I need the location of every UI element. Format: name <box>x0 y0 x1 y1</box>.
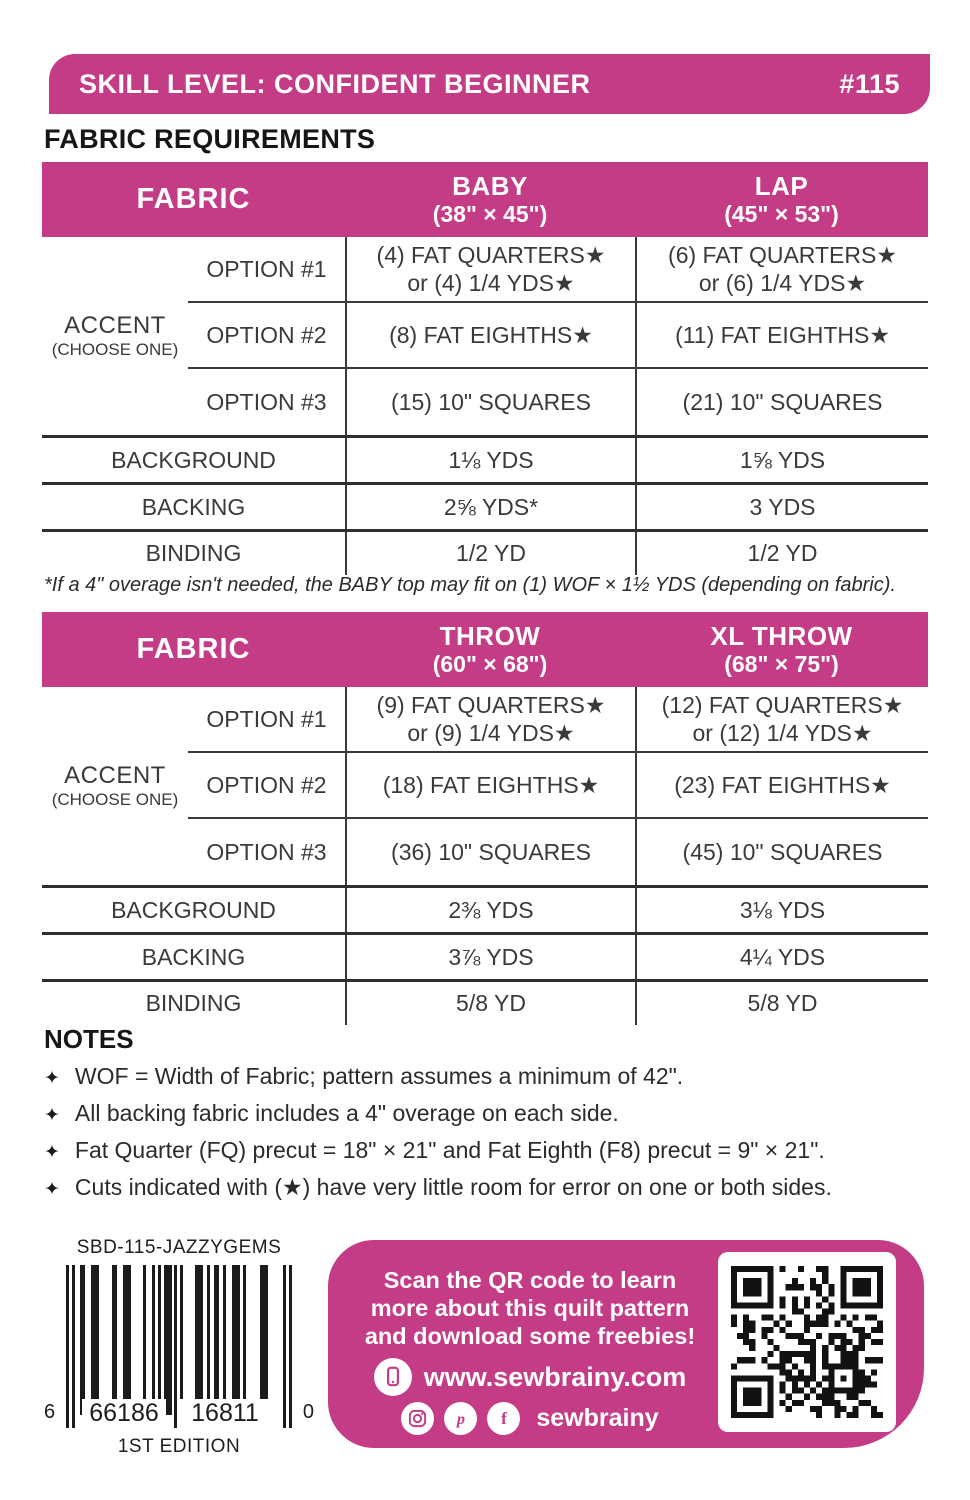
star-bullet-icon: ✦ <box>44 1179 60 1200</box>
option-1-throw-value: (9) FAT QUARTERS★ or (9) 1/4 YDS★ <box>345 687 635 753</box>
website-row <box>344 1358 716 1396</box>
note-item: ✦ WOF = Width of Fabric; pattern assumes a minimum of 42". <box>44 1063 928 1092</box>
option-1-xlthrow-value: (12) FAT QUARTERS★ or (12) 1/4 YDS★ <box>635 687 928 753</box>
option-3-xlthrow-value: (45) 10" SQUARES <box>635 819 928 885</box>
accent-label-cell: ACCENT (CHOOSE ONE) <box>51 762 179 809</box>
barcode-digit-group1: 66186 <box>82 1399 166 1428</box>
fabric-requirements-title: FABRIC REQUIREMENTS <box>44 124 376 154</box>
option-3-lap-value: (21) 10" SQUARES <box>635 369 928 435</box>
note-item: ✦ Fat Quarter (FQ) precut = 18" × 21" and Fat Eighth (F8) precut = 9" × 21". <box>44 1137 928 1166</box>
option-1-label: OPTION #1 <box>188 687 345 753</box>
table-header <box>42 162 928 237</box>
facebook-icon <box>487 1402 520 1435</box>
phone-icon <box>374 1358 412 1396</box>
fabric-table-baby-lap <box>42 162 928 575</box>
background-row: BACKGROUND 2⅜ YDS 3⅛ YDS <box>42 888 928 935</box>
promo-text: Scan the QR code to learn more about this quilt pattern and download some freebies! <box>364 1267 696 1349</box>
option-3-label: OPTION #3 <box>206 838 327 865</box>
notes-title: NOTES <box>44 1024 134 1054</box>
edition-label: 1ST EDITION <box>117 1436 241 1457</box>
barcode-digit-trail: 0 <box>302 1401 314 1423</box>
barcode-digit-group2: 16811 <box>180 1399 270 1428</box>
baby-backing-footnote: *If a 4" overage isn't needed, the BABY top may fit on (1) WOF × 1½ YDS (depending on fabric). <box>44 574 896 596</box>
barcode-digit-lead: 6 <box>44 1401 56 1423</box>
column-header-fabric: FABRIC <box>136 183 251 215</box>
svg-text:p: p <box>457 1409 466 1428</box>
star-bullet-icon: ✦ <box>44 1142 60 1163</box>
option-1-lap-value: (6) FAT QUARTERS★ or (6) 1/4 YDS★ <box>635 237 928 303</box>
option-2-label: OPTION #2 <box>188 303 345 369</box>
star-bullet-icon: ✦ <box>44 1105 60 1126</box>
table-header <box>42 612 928 687</box>
binding-row: BINDING 5/8 YD 5/8 YD <box>42 982 928 1025</box>
background-row: BACKGROUND 1⅛ YDS 1⅝ YDS <box>42 438 928 485</box>
skill-level-text: SKILL LEVEL: CONFIDENT BEGINNER <box>79 68 591 99</box>
option-3-throw-value: (36) 10" SQUARES <box>345 819 635 885</box>
instagram-icon <box>401 1402 434 1435</box>
option-2-label: OPTION #2 <box>188 753 345 819</box>
accent-label-cell: ACCENT (CHOOSE ONE) <box>51 312 179 359</box>
qr-code <box>731 1266 883 1418</box>
option-3-baby-value: (15) 10" SQUARES <box>345 369 635 435</box>
column-header-baby: BABY (38" × 45") <box>432 171 548 227</box>
option-2-xlthrow-value: (23) FAT EIGHTHS★ <box>635 753 928 819</box>
skill-level-bar <box>49 54 930 114</box>
column-header-throw: THROW (60" × 68") <box>432 621 548 677</box>
accent-options-block <box>42 237 928 438</box>
column-header-lap: LAP (45" × 53") <box>724 171 839 227</box>
fabric-table-throw-xlthrow <box>42 612 928 1025</box>
option-1-baby-value: (4) FAT QUARTERS★ or (4) 1/4 YDS★ <box>345 237 635 303</box>
column-header-fabric: FABRIC <box>136 633 251 665</box>
option-2-lap-value: (11) FAT EIGHTHS★ <box>635 303 928 369</box>
notes-section <box>44 1024 928 1203</box>
product-code: SBD-115-JAZZYGEMS <box>76 1237 282 1258</box>
column-header-xl-throw: XL THROW (68" × 75") <box>710 621 853 677</box>
backing-row: BACKING 3⅞ YDS 4¼ YDS <box>42 935 928 982</box>
pattern-number: #115 <box>839 68 900 99</box>
barcode-image <box>44 1265 314 1428</box>
option-3-label: OPTION #3 <box>206 388 327 415</box>
social-row <box>344 1402 716 1435</box>
website-url: www.sewbrainy.com <box>423 1361 687 1392</box>
accent-options-block <box>42 687 928 888</box>
backing-row: BACKING 2⅝ YDS* 3 YDS <box>42 485 928 532</box>
barcode-block <box>44 1237 314 1458</box>
note-item: ✦ Cuts indicated with (★) have very little room for error on one or both sides. <box>44 1174 928 1203</box>
option-2-throw-value: (18) FAT EIGHTHS★ <box>345 753 635 819</box>
social-handle: sewbrainy <box>536 1404 659 1432</box>
pinterest-icon <box>444 1402 477 1435</box>
svg-text:f: f <box>501 1409 508 1429</box>
qr-code-card <box>718 1252 896 1432</box>
binding-row: BINDING 1/2 YD 1/2 YD <box>42 532 928 575</box>
star-bullet-icon: ✦ <box>44 1068 60 1089</box>
option-1-label: OPTION #1 <box>188 237 345 303</box>
option-2-baby-value: (8) FAT EIGHTHS★ <box>345 303 635 369</box>
note-item: ✦ All backing fabric includes a 4" overage on each side. <box>44 1100 928 1129</box>
